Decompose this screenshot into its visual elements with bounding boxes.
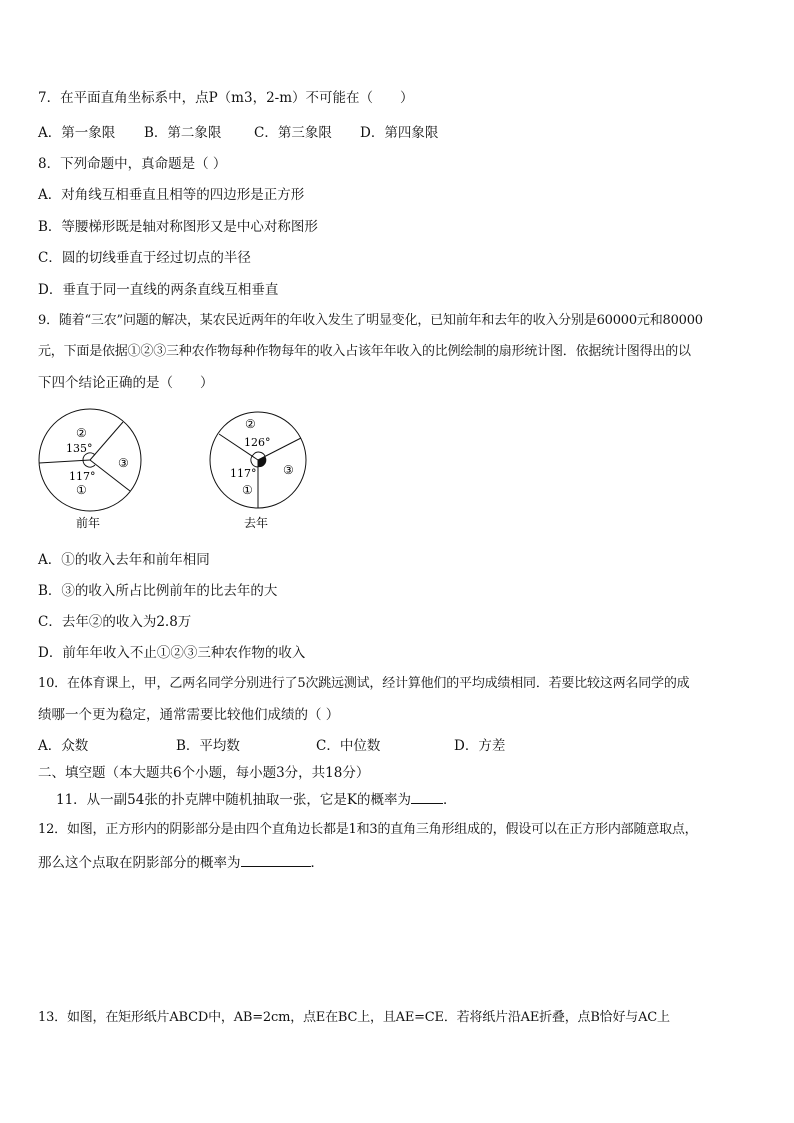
q9-stem-line-1: 9．随着“三农”问题的解决，某农民近两年的年收入发生了明显变化，已知前年和去年的收入分别是60000元和80000: [38, 313, 703, 328]
pie-label-1: ①: [242, 483, 253, 497]
q9-option-c: C．去年②的收入为2.8万: [38, 614, 192, 630]
q12-answer-blank[interactable]: [241, 852, 311, 867]
pie-chart-last-year: [204, 408, 328, 534]
q12-line-2: [38, 852, 324, 873]
q12-line-1: 12．如图，正方形内的阴影部分是由四个直角边长都是1和3的直角三角形组成的，假设可以在正方形内部随意取点，: [38, 822, 698, 837]
q8-option-b: B．等腰梯形既是轴对称图形又是中心对称图形: [38, 219, 318, 235]
pie-angle-1: 117°: [230, 467, 257, 480]
q10-option-b: B．平均数: [176, 738, 240, 754]
pie-chart-previous-year: [30, 408, 154, 534]
q12-text: 那么这个点取在阴影部分的概率为: [38, 855, 241, 871]
q8-option-d: D．垂直于同一直线的两条直线互相垂直: [38, 282, 279, 298]
q10-options: [38, 736, 505, 756]
q7-option-d: D．第四象限: [360, 125, 439, 141]
q9-option-d: D．前年年收入不止①②③三种农作物的收入: [38, 645, 306, 661]
q11-text: 11．从一副54张的扑克牌中随机抽取一张，它是K的概率为: [56, 792, 411, 808]
q9-option-a: A．①的收入去年和前年相同: [38, 552, 210, 568]
q10-option-d: D．方差: [454, 738, 506, 754]
q13-text: 13．如图，在矩形纸片ABCD中，AB=2cm，点E在BC上，且AE=CE．若将纸片沿AE折叠，点B恰好与AC上: [38, 1010, 670, 1025]
pie-label-1: ①: [76, 483, 87, 497]
q10-stem-line-2: 绩哪一个更为稳定，通常需要比较他们成绩的（ ）: [38, 707, 340, 723]
angle-arc-fill: [258, 456, 266, 467]
angle-arc-upper: [253, 452, 265, 456]
q12-end: ．: [310, 855, 324, 871]
angle-arc-lower: [83, 460, 95, 467]
q7-options: [38, 123, 438, 143]
q11: [56, 789, 456, 810]
q7-stem: 7．在平面直角坐标系中，点P（m3，2-m）不可能在（ ）: [38, 90, 414, 106]
pie-label-2: ②: [76, 426, 87, 440]
section-heading: 二、填空题（本大题共6个小题，每小题3分，共18分）: [38, 765, 370, 781]
angle-arc-lower: [251, 455, 258, 467]
q9-stem-line-2: 元，下面是依据①②③三种农作物每种作物每年的收入占该年年收入的比例绘制的扇形统计图．依据统计图得出的以: [38, 344, 691, 359]
pie-label-3: ③: [283, 463, 294, 477]
pie-angle-2: 135°: [66, 442, 93, 455]
q9-stem-line-3: 下四个结论正确的是（ ）: [38, 375, 214, 391]
pie-divider-1: [39, 460, 90, 463]
q8-option-c: C．圆的切线垂直于经过切点的半径: [38, 250, 251, 266]
q11-end: ．: [442, 792, 457, 808]
q10-option-a: A．众数: [38, 738, 89, 754]
pie-label-3: ③: [118, 456, 129, 470]
pie-angle-2: 126°: [244, 436, 271, 449]
pie-label-2: ②: [245, 417, 256, 431]
pie-caption: 前年: [76, 516, 101, 530]
q8-stem: 8．下列命题中，真命题是（ ）: [38, 156, 227, 172]
q10-option-c: C．中位数: [316, 738, 381, 754]
pie-angle-1: 117°: [69, 470, 96, 483]
q7-option-b: B．第二象限: [144, 125, 222, 141]
q8-option-a: A．对角线互相垂直且相等的四边形是正方形: [38, 187, 305, 203]
pie-caption: 去年: [244, 516, 269, 530]
q7-option-a: A．第一象限: [38, 125, 116, 141]
q11-answer-blank[interactable]: [411, 789, 443, 804]
q9-option-b: B．③的收入所占比例前年的比去年的大: [38, 583, 278, 599]
q10-stem-line-1: 10．在体育课上，甲，乙两名同学分别进行了5次跳远测试，经计算他们的平均成绩相同．若要比较这两名同学的成: [38, 676, 690, 691]
q7-option-c: C．第三象限: [254, 125, 332, 141]
